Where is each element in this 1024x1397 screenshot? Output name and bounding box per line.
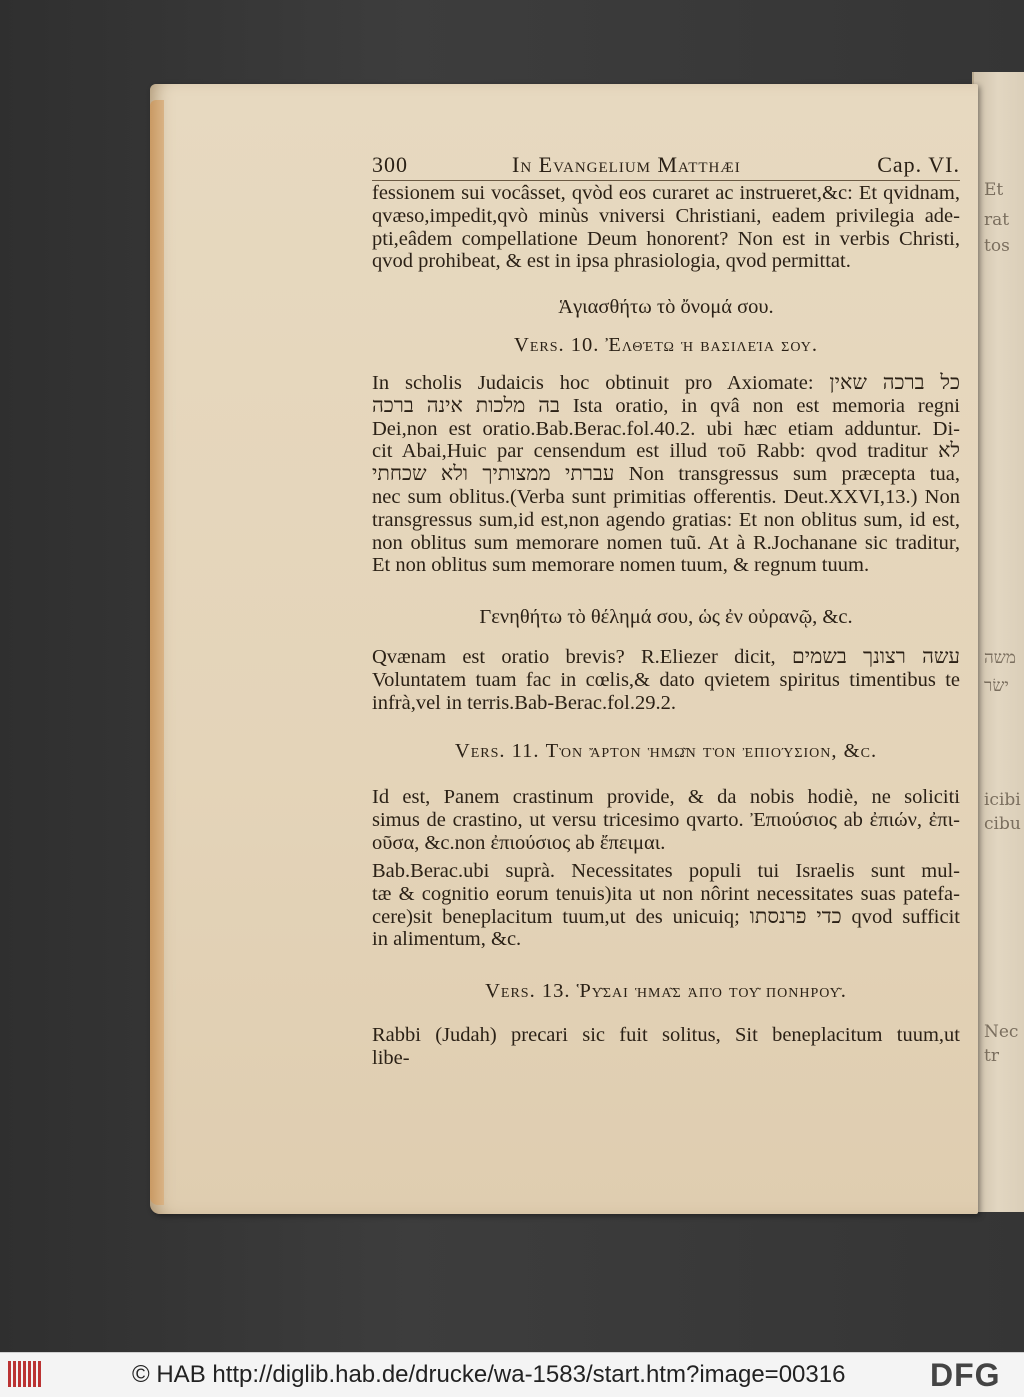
next-page-fragment: cibu [984, 814, 1021, 834]
next-page-fragment: rat [984, 210, 1010, 230]
next-page-fragment: Nec [984, 1022, 1019, 1042]
dfg-logo: DFG [930, 1357, 1001, 1393]
text-line: Et non oblitus sum memorare nomen tuum, & regnum tuum. [372, 554, 870, 577]
text-line: pti,eâdem compellatione Deum honorent? Non est in verbis Christi, [372, 227, 960, 250]
text-line: fessionem sui vocâsset, qvòd eos curaret ac instrueret,&c: Et qvidnam, [372, 182, 960, 204]
text-line: Id est, Panem crastinum provide, & da nobis hodiè, ne soliciti [372, 786, 960, 808]
text-line: in alimentum, &c. [372, 928, 522, 951]
text-line: Dei,non est oratio.Bab.Berac.fol.40.2. ubi hæc etiam adduntur. Di- [372, 417, 960, 440]
text-line: cere)sit beneplacitum tuum,ut des unicuiq; כדי פרנסתו qvod sufficit [372, 905, 960, 928]
text-line: Vers. 10. Ἐλθέτω ἡ βασιλεία σου. [514, 334, 818, 356]
text-line: libe- [372, 1046, 410, 1069]
text-block [372, 646, 960, 714]
text-line: transgressus sum,id est,non agendo gratias: Et non oblitus sum, id est, [372, 508, 960, 531]
text-line: עברתי ממצותיך ולא שכחתי Non transgressus sum præcepta tua, [372, 463, 960, 486]
text-line: Voluntatem tuam fac in cœlis,& dato qvietem spiritus timentibus te [372, 668, 960, 691]
next-page-fragment: tos [984, 236, 1010, 256]
viewer-footer [0, 1352, 1024, 1397]
page-number: 300 [372, 152, 408, 177]
text-line: qvæso,impedit,qvò minùs vniversi Christiani, eadem privilegia ade- [372, 204, 960, 227]
text-line: nec sum oblitus.(Verba sunt primitias offerentis. Deut.XXVI,13.) Non [372, 485, 960, 508]
text-block [372, 980, 960, 1003]
text-line: בה מלכות אינה ברכה Ista oratio, in qvâ non est memoria regni [372, 394, 961, 417]
text-line: simus de crastino, ut versu tricesimo qvarto. Ἐπιούσιος ab ἐπιών, ἐπι- [372, 808, 960, 831]
hab-logo-icon [8, 1361, 48, 1389]
text-block [372, 860, 960, 951]
text-line: cit Abai,Huic par censendum est illud τοῦ Rabb: qvod traditur לא [372, 440, 960, 463]
running-title: In Evangelium Matthæi [512, 152, 741, 177]
text-line: Ἁγιασθήτω τὸ ὄνομά σου. [558, 296, 774, 318]
text-block [372, 606, 960, 629]
next-page-fragment: tr [984, 1046, 999, 1066]
text-block [372, 1024, 960, 1070]
next-page-fragment: ישׂר [984, 676, 1009, 696]
text-block [372, 372, 960, 577]
next-page-fragment: Et [984, 180, 1004, 200]
text-line: infrà,vel in terris.Bab-Berac.fol.29.2. [372, 691, 676, 714]
text-line: Vers. 11. Τὸν ἄρτον ἡμῶν τὸν ἐπιούσιον, &c. [454, 740, 878, 762]
text-line: non oblitus sum memorare nomen tuũ. At à R.Jochanane sic traditur, [372, 531, 960, 554]
text-block [372, 296, 960, 319]
next-page-edge [972, 72, 1024, 1212]
text-line: In scholis Judaicis hoc obtinuit pro Axiomate: כל ברכה שאין [372, 372, 960, 394]
source-url[interactable]: © HAB http://diglib.hab.de/drucke/wa-1583/start.htm?image=00316 [132, 1361, 846, 1388]
text-line: Rabbi (Judah) precari sic fuit solitus, Sit beneplacitum tuum,ut [372, 1024, 960, 1046]
text-line: tæ & cognitio eorum tenuis)ita ut non nôrint necessitates suas patefa- [372, 882, 960, 905]
text-block [372, 786, 960, 854]
next-page-fragment: icibi [984, 790, 1021, 810]
text-block [372, 334, 960, 357]
text-line: οῦσα, &c.non ἐπιούσιος ab ἔπειμαι. [372, 831, 666, 854]
text-line: Γενηθήτω τὸ θέλημά σου, ὡς ἐν οὐρανῷ, &c. [479, 606, 853, 628]
next-page-fragment: משה [984, 648, 1016, 668]
page-gutter-edge [150, 100, 164, 1205]
text-line: Vers. 13. Ῥῦσαι ἡμᾶς ἀπὸ τοῦ πονηροῦ. [485, 980, 847, 1002]
text-line: Bab.Berac.ubi suprà. Necessitates populi tui Israelis sunt mul- [372, 860, 960, 882]
chapter-label: Cap. VI. [877, 152, 960, 177]
text-block [372, 182, 960, 273]
text-block [372, 740, 960, 763]
text-line: qvod prohibeat, & est in ipsa phrasiologia, qvod permittat. [372, 250, 851, 273]
text-line: Qvænam est oratio brevis? R.Eliezer dicit, עשה רצונך בשמים [372, 646, 960, 668]
running-header [372, 152, 960, 181]
